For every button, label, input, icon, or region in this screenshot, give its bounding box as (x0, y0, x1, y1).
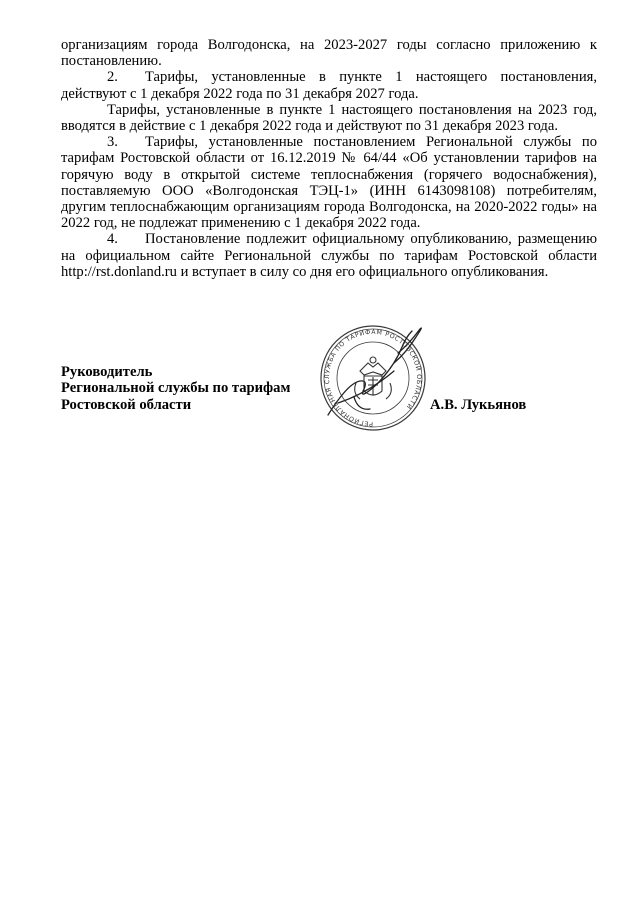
document-body (61, 37, 597, 280)
signatory-title (61, 364, 290, 413)
paragraph-text: Постановление подлежит официальному опубликованию, размещению на официальном сайте Региональной службы по тарифам Ростовской области http://rst.donland.ru и вступает в силу со дня его официального опубликования. (61, 231, 597, 280)
official-stamp-and-signature (298, 323, 448, 433)
paragraph-4 (61, 231, 597, 280)
paragraph-text: Тарифы, установленные в пункте 1 настоящего постановления на 2023 год, вводятся в действие с 1 декабря 2022 года и действуют по 31 декабря 2023 года. (61, 101, 597, 135)
paragraph-2-note (61, 102, 597, 134)
paragraph-text: Тарифы, установленные в пункте 1 настоящего постановления, действуют с 1 декабря 2022 года по 31 декабря 2027 года. (61, 69, 597, 102)
signatory-title-line-1: Руководитель (61, 364, 153, 380)
paragraph-text: организациям города Волгодонска, на 2023-2027 годы согласно приложению к постановлению. (61, 37, 597, 70)
paragraph-3 (61, 134, 597, 231)
paragraph-continuation (61, 37, 597, 69)
paragraph-number: 2. (107, 69, 118, 86)
signatory-title-line-3: Ростовской области (61, 396, 192, 413)
paragraph-text: Тарифы, установленные постановлением Региональной службы по тарифам Ростовской области от 16.12.2019 № 64/44 «Об установлении тарифов на горячую воду в открытой системе теплоснабжения (горячего водоснабжения), поставляемую ООО «Волгодонская ТЭЦ-1» (ИНН 6143098108) потребителям, другим теплоснабжающим организациям города Волгодонска, на 2020-2022 годы» на 2022 год, не подлежат применению с 1 декабря 2022 года. (61, 134, 597, 232)
signatory-title-line-2: Региональной службы по тарифам (61, 380, 291, 397)
paragraph-number: 3. (107, 134, 118, 151)
paragraph-2 (61, 69, 597, 101)
paragraph-number: 4. (107, 231, 118, 248)
signatory-name: А.В. Лукьянов (430, 397, 527, 413)
stamp-ring-text: РЕГИОНАЛЬНАЯ СЛУЖБА ПО ТАРИФАМ РОСТОВСКОЙ ОБЛАСТИ (323, 328, 423, 428)
